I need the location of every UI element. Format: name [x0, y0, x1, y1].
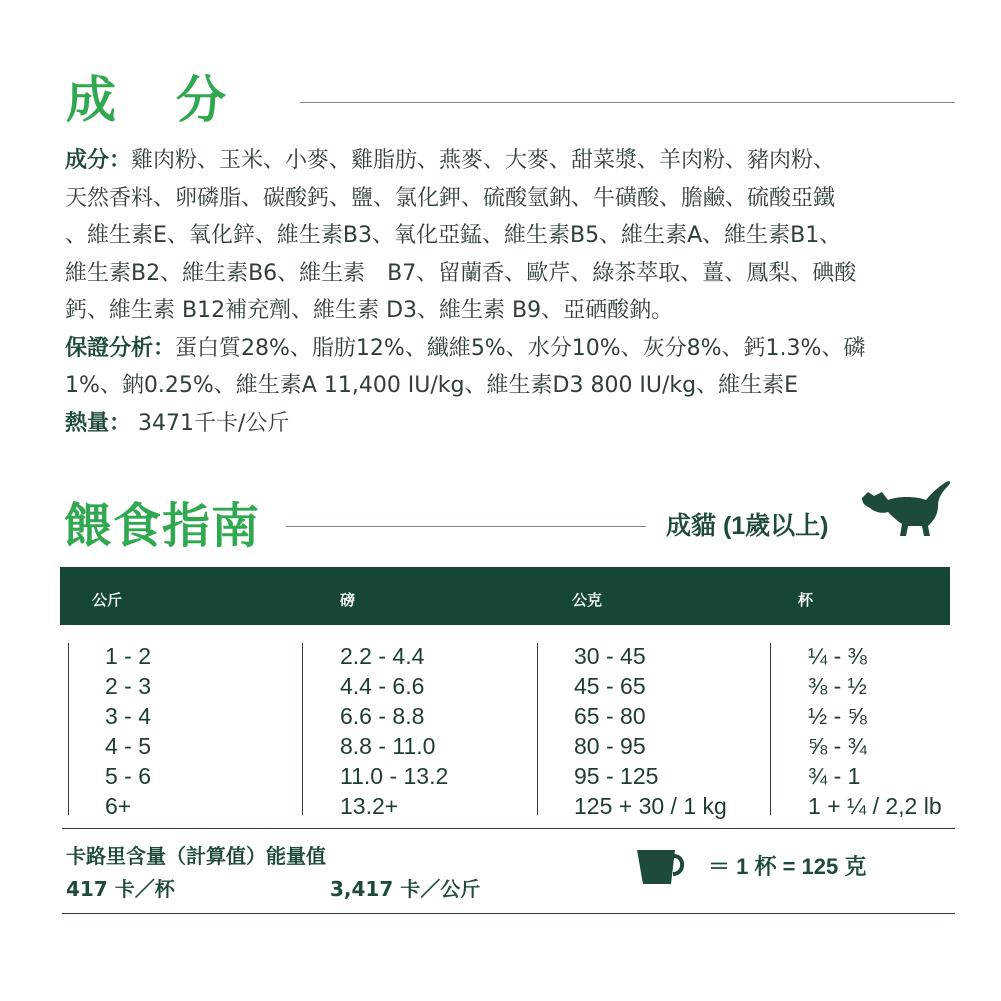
ingredients-line	[65, 292, 965, 330]
table-cell: 80 - 95	[574, 733, 646, 759]
table-cell: ½ - ⅝	[808, 703, 867, 729]
ingredients-text: 、維生素E、氧化鋅、維生素B3、氧化亞錳、維生素B5、維生素A、維生素B1、	[65, 223, 842, 248]
calorie-title: 卡路里含量（計算值）能量值	[66, 844, 326, 868]
ingredients-text: 天然香料、卵磷脂、碳酸鈣、鹽、氯化鉀、硫酸氫鈉、牛磺酸、膽鹼、硫酸亞鐵	[65, 185, 836, 211]
ingredients-line	[65, 255, 965, 293]
calorie-per-cup: 417 卡／杯	[66, 877, 175, 901]
column-divider	[537, 643, 538, 815]
ingredients-line	[65, 180, 965, 218]
column-header-cup: 杯	[798, 591, 814, 609]
table-cell: 8.8 - 11.0	[340, 733, 436, 759]
table-cell: 2.2 - 4.4	[340, 643, 425, 669]
ingredients-text: 維生素B2、維生素B6、維生素 B7、留蘭香、歐芹、綠茶萃取、薑、鳳梨、碘酸	[65, 260, 857, 286]
energy-line	[65, 405, 965, 443]
column-header-g: 公克	[572, 591, 603, 609]
column-header-kg: 公斤	[92, 591, 123, 609]
column-header-lb: 磅	[340, 591, 356, 609]
table-cell: 45 - 65	[574, 673, 646, 699]
column-divider	[68, 643, 69, 815]
table-cell: 3 - 4	[105, 703, 152, 729]
table-cell: 13.2+	[340, 793, 399, 819]
energy-text: 3471千卡/公斤	[131, 410, 290, 436]
analysis-label: 保證分析：	[65, 335, 176, 361]
ingredients-divider	[300, 102, 955, 103]
ingredients-label: 成分：	[65, 148, 132, 173]
analysis-text: 1%、鈉0.25%、維生素A 11,400 IU/kg、維生素D3 800 IU/kg、維生素E	[65, 373, 799, 398]
ingredients-title: 成分	[66, 71, 286, 129]
table-cell: 2 - 3	[105, 673, 152, 699]
table-cell: 11.0 - 13.2	[340, 763, 449, 789]
table-cell: ¼ - ⅜	[808, 643, 867, 669]
energy-label: 熱量：	[65, 410, 132, 436]
table-cell: 1 + ¼ / 2,2 lb	[808, 793, 942, 819]
cup-icon	[635, 848, 687, 886]
table-cell: ¾ - 1	[808, 763, 861, 789]
cat-icon	[858, 478, 954, 538]
table-cell: 65 - 80	[574, 703, 646, 729]
column-divider	[302, 643, 303, 815]
table-bottom-rule	[62, 828, 768, 829]
analysis-line	[65, 330, 965, 368]
table-cell: 125 + 30 / 1 kg	[574, 793, 727, 819]
table-cell: 5 - 6	[105, 763, 152, 789]
table-cell: ⅜ - ½	[808, 673, 867, 699]
analysis-line	[65, 367, 965, 405]
ingredients-line	[65, 217, 965, 255]
feeding-table-header	[60, 567, 950, 625]
table-cell: ⅝ - ¾	[808, 733, 867, 759]
ingredients-line	[65, 142, 965, 180]
table-cell: 4.4 - 6.6	[340, 673, 425, 699]
feeding-title: 餵食指南	[64, 498, 261, 554]
table-cell: 30 - 45	[574, 643, 646, 669]
ingredients-text: 雞肉粉、玉米、小麥、雞脂肪、燕麥、大麥、甜菜漿、羊肉粉、豬肉粉、	[131, 148, 836, 173]
adult-cat-label: 成貓 (1歲以上)	[666, 512, 829, 540]
ingredients-body	[65, 142, 965, 442]
table-cell: 6+	[105, 793, 132, 819]
cup-equivalence: ＝ 1 杯 = 125 克	[708, 854, 867, 879]
table-cell: 4 - 5	[105, 733, 152, 759]
column-divider	[770, 643, 771, 815]
feeding-divider	[286, 526, 646, 527]
table-cell: 95 - 125	[574, 763, 659, 789]
calorie-per-kg: 3,417 卡／公斤	[330, 877, 481, 901]
footer-rule	[62, 913, 955, 914]
ingredients-text: 鈣、維生素 B12補充劑、維生素 D3、維生素 B9、亞硒酸鈉。	[65, 298, 674, 323]
table-cell: 6.6 - 8.8	[340, 703, 425, 729]
table-bottom-rule	[768, 828, 955, 829]
table-cell: 1 - 2	[105, 643, 152, 669]
analysis-text: 蛋白質28%、脂肪12%、纖維5%、水分10%、灰分8%、鈣1.3%、磷	[175, 335, 866, 361]
